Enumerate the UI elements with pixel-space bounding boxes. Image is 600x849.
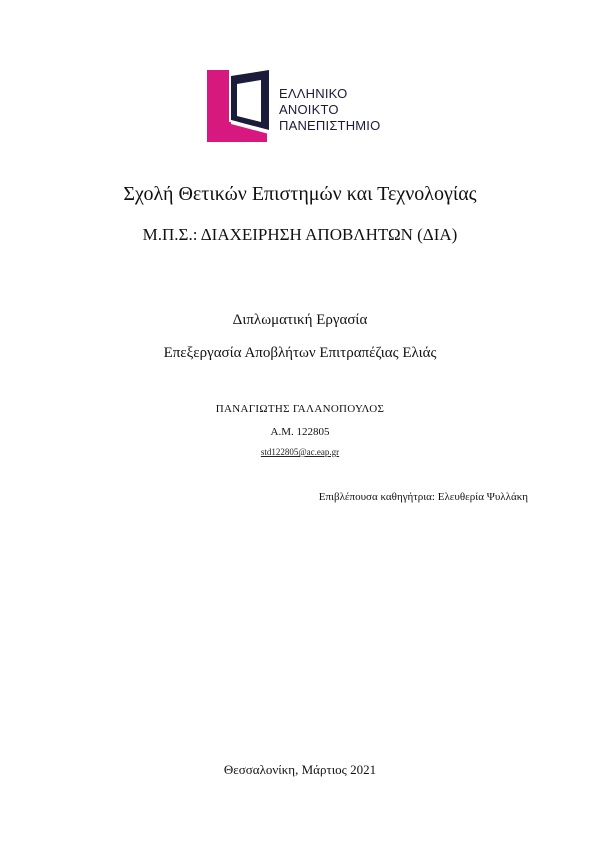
thesis-title: Επεξεργασία Αποβλήτων Επιτραπέζιας Ελιάς [163, 345, 437, 361]
logo-line-2: ΑΝΟΙΚΤΟ [279, 102, 339, 117]
author-name: ΠΑΝΑΓΙΩΤΗΣ ΓΑΛΑΝΟΠΟΥΛΟΣ [215, 403, 385, 415]
registration-number: Α.Μ. 122805 [270, 426, 330, 438]
thesis-type: Διπλωματική Εργασία [232, 312, 368, 328]
place-and-date: Θεσσαλονίκη, Μάρτιος 2021 [223, 762, 377, 777]
program-name: Μ.Π.Σ.: ΔΙΑΧΕΙΡΗΣΗ ΑΠΟΒΛΗΤΩΝ (ΔΙΑ) [142, 225, 458, 244]
school-name: Σχολή Θετικών Επιστημών και Τεχνολογίας [123, 183, 477, 205]
supervisor: Επιβλέπουσα καθηγήτρια: Ελευθερία Ψυλλάκη [318, 491, 528, 503]
logo-line-1: ΕΛΛΗΝΙΚΟ [279, 86, 348, 101]
university-logo-mark [207, 70, 277, 142]
university-logo-wordmark [279, 86, 380, 134]
university-logo [207, 70, 407, 142]
author-email-link[interactable]: std122805@ac.eap.gr [260, 447, 340, 457]
logo-line-3: ΠΑΝΕΠΙΣΤΗΜΙΟ [279, 118, 381, 133]
